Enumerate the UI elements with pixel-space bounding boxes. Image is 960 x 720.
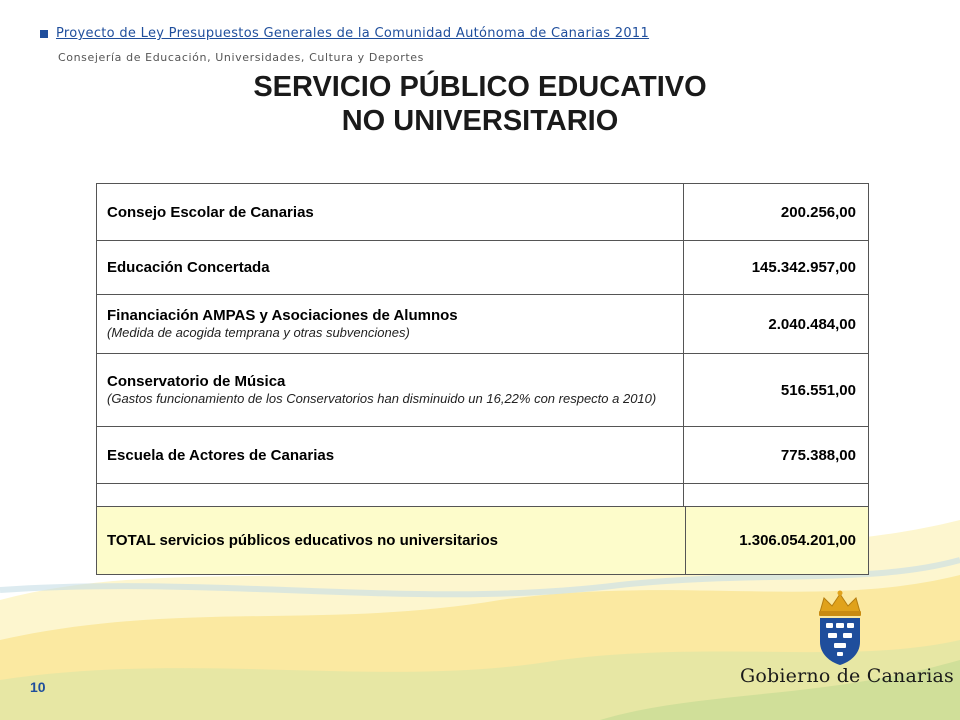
- budget-project-link[interactable]: Proyecto de Ley Presupuestos Generales de la Comunidad Autónoma de Canarias 2011: [56, 26, 650, 41]
- page-title: [0, 70, 960, 138]
- table-row: [97, 295, 869, 354]
- item-title: Conservatorio de Música: [107, 373, 286, 390]
- row-amount: 200.256,00: [684, 184, 869, 241]
- item-title: Consejo Escolar de Canarias: [107, 203, 314, 221]
- table-row: [97, 427, 869, 484]
- item-title: Financiación AMPAS y Asociaciones de Alumnos: [107, 307, 458, 324]
- total-label: TOTAL servicios públicos educativos no universitarios: [97, 507, 686, 575]
- total-table: [96, 506, 869, 575]
- row-amount: 775.388,00: [684, 427, 869, 484]
- budget-table: [96, 183, 869, 540]
- row-amount: 145.342.957,00: [684, 241, 869, 295]
- government-name: Gobierno de Canarias: [740, 665, 955, 687]
- row-amount: 2.040.484,00: [684, 295, 869, 354]
- department-subheader: Consejería de Educación, Universidades, Cultura y Deportes: [58, 51, 424, 64]
- item-note: (Medida de acogida temprana y otras subvenciones): [107, 325, 410, 340]
- header-row: [40, 26, 649, 41]
- table-row: [97, 354, 869, 427]
- row-label-cell: [97, 241, 684, 295]
- title-line-1: SERVICIO PÚBLICO EDUCATIVO: [253, 71, 707, 103]
- coat-of-arms-icon: [812, 590, 868, 666]
- page-number: 10: [30, 679, 46, 695]
- row-label-cell: [97, 354, 684, 427]
- row-label-cell: [97, 184, 684, 241]
- table-row: [97, 184, 869, 241]
- bullet-icon: [40, 30, 48, 38]
- item-note: (Gastos funcionamiento de los Conservatorios han disminuido un 16,22% con respecto a 2010): [107, 391, 657, 406]
- row-amount: 516.551,00: [684, 354, 869, 427]
- total-amount: 1.306.054.201,00: [686, 507, 869, 575]
- table-row: [97, 241, 869, 295]
- title-line-2: NO UNIVERSITARIO: [341, 105, 619, 137]
- row-label-cell: [97, 295, 684, 354]
- item-title: Escuela de Actores de Canarias: [107, 446, 335, 464]
- row-label-cell: [97, 427, 684, 484]
- total-row: [97, 507, 869, 575]
- item-title: Educación Concertada: [107, 259, 270, 276]
